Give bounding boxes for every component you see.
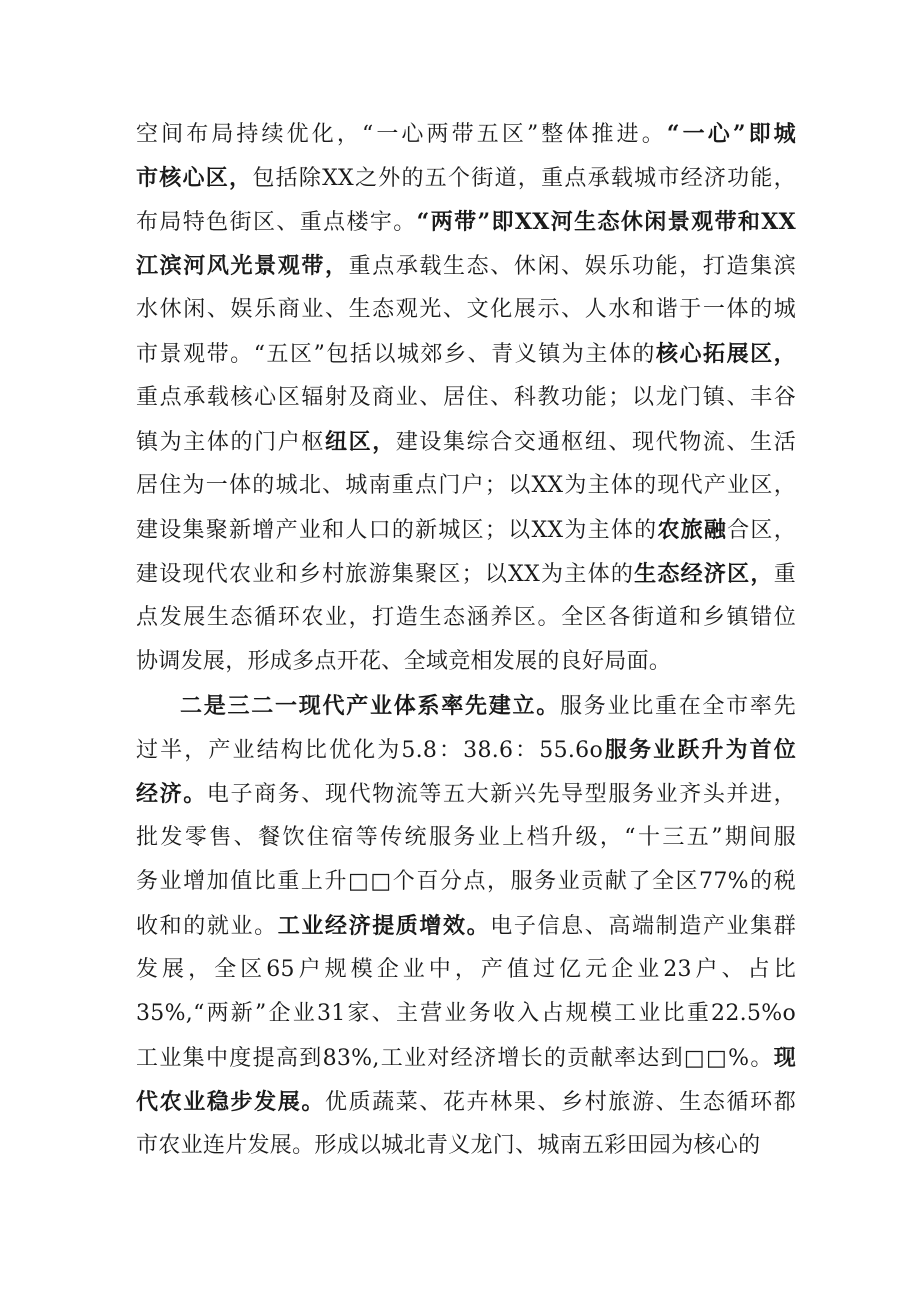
text-line [136, 112, 796, 156]
text-run: 发展，全区65户规模企业中，产值过亿元企业23户、占比 [136, 957, 796, 982]
text-run: 市景观带。“五区”包括以城郊乡、青义镇为主体的 [136, 342, 656, 367]
text-line [136, 772, 796, 816]
text-run: 镇为主体的门户枢 [136, 430, 325, 455]
text-line [136, 596, 796, 640]
text-run: 电子信息、高端制造产业集群 [490, 914, 796, 939]
text-run: 电子商务、现代物流等五大新兴先导型服务业齐头并进， [206, 782, 796, 807]
text-run: 批发零售、餐饮住宿等传统服务业上档升级，“十三五”期间服 [136, 825, 796, 850]
text-run: 重 [773, 562, 796, 587]
bold-text-run: 现 [773, 1045, 796, 1071]
bold-text-run: 二是三二一现代产业体系率先建立。 [180, 693, 560, 719]
bold-text-run: “一心”即城 [666, 121, 796, 147]
text-run: 包括除XX之外的五个街道，重点承载城市经济功能， [252, 166, 796, 191]
text-run: 点发展生态循环农业，打造生态涵养区。全区各街道和乡镇错位 [136, 605, 796, 630]
text-run: 重点承载生态、休闲、娱乐功能，打造集滨 [348, 254, 796, 279]
bold-text-run: 农旅融 [657, 517, 728, 543]
text-run: 协调发展，形成多点开花、全域竞相发展的良好局面。 [136, 649, 672, 674]
text-line [136, 288, 796, 332]
text-run: 建设集聚新增产业和人口的新城区；以XX为主体的 [136, 518, 658, 543]
text-line [136, 640, 796, 684]
bold-text-run: 市核心区， [136, 165, 253, 191]
text-line [136, 464, 796, 508]
text-line [136, 420, 796, 464]
bold-text-run: 核心拓展区， [655, 341, 796, 367]
text-line [136, 200, 796, 244]
text-line [136, 244, 796, 288]
text-run: 优质蔬菜、花卉林果、乡村旅游、生态循环都 [324, 1090, 796, 1115]
text-run: 空间布局持续优化，“一心两带五区”整体推进。 [136, 122, 667, 147]
text-line [136, 992, 796, 1036]
bold-text-run: 生态经济区， [634, 561, 774, 587]
text-line [136, 860, 796, 904]
text-line [136, 816, 796, 860]
text-run: 水休闲、娱乐商业、生态观光、文化展示、人水和谐于一体的城 [136, 297, 796, 322]
text-run: 布局特色街区、重点楼宇。 [136, 210, 417, 235]
text-run: 务业增加值比重上升□□个百分点，服务业贡献了全区77%的税 [136, 869, 796, 894]
text-line [136, 904, 796, 948]
bold-text-run: 代农业稳步发展。 [136, 1089, 325, 1115]
document-body [136, 112, 796, 1168]
text-run: 服务业比重在全市率先 [559, 694, 796, 719]
paragraph-spatial-layout [136, 112, 796, 684]
text-line [136, 1080, 796, 1124]
text-line [136, 684, 796, 728]
text-line [136, 552, 796, 596]
text-line [136, 1036, 796, 1080]
paragraph-industrial-system [136, 684, 796, 1168]
text-line [136, 948, 796, 992]
text-run: 合区， [727, 518, 796, 543]
text-run: 35%,“两新”企业31家、主营业务收入占规模工业比重22.5%o [136, 1001, 796, 1026]
text-line [136, 376, 796, 420]
text-run: 过半，产业结构比优化为5.8：38.6：55.6o [136, 738, 604, 763]
bold-text-run: 经济。 [136, 781, 207, 807]
bold-text-run: “两带”即XX河生态休闲景观带和XX [416, 209, 796, 235]
text-run: 建设现代农业和乡村旅游集聚区；以XX为主体的 [136, 562, 635, 587]
bold-text-run: 工业经济提质增效。 [277, 913, 491, 939]
text-run: 居住为一体的城北、城南重点门户；以XX为主体的现代产业区， [136, 473, 796, 498]
text-line [136, 728, 796, 772]
text-run: 建设集综合交通枢纽、现代物流、生活 [395, 430, 796, 455]
text-run: 市农业连片发展。形成以城北青义龙门、城南五彩田园为核心的 [136, 1133, 761, 1158]
bold-text-run: 江滨河风光景观带， [136, 253, 349, 279]
text-line [136, 1124, 796, 1168]
text-run: 收和的就业。 [136, 914, 278, 939]
text-line [136, 332, 796, 376]
text-run: 重点承载核心区辐射及商业、居住、科教功能；以龙门镇、丰谷 [136, 385, 796, 410]
bold-text-run: 纽区， [324, 429, 396, 455]
text-line [136, 508, 796, 552]
text-line [136, 156, 796, 200]
text-run: 工业集中度提高到83%,工业对经济增长的贡献率达到□□%。 [136, 1046, 774, 1071]
bold-text-run: 服务业跃升为首位 [603, 737, 796, 763]
